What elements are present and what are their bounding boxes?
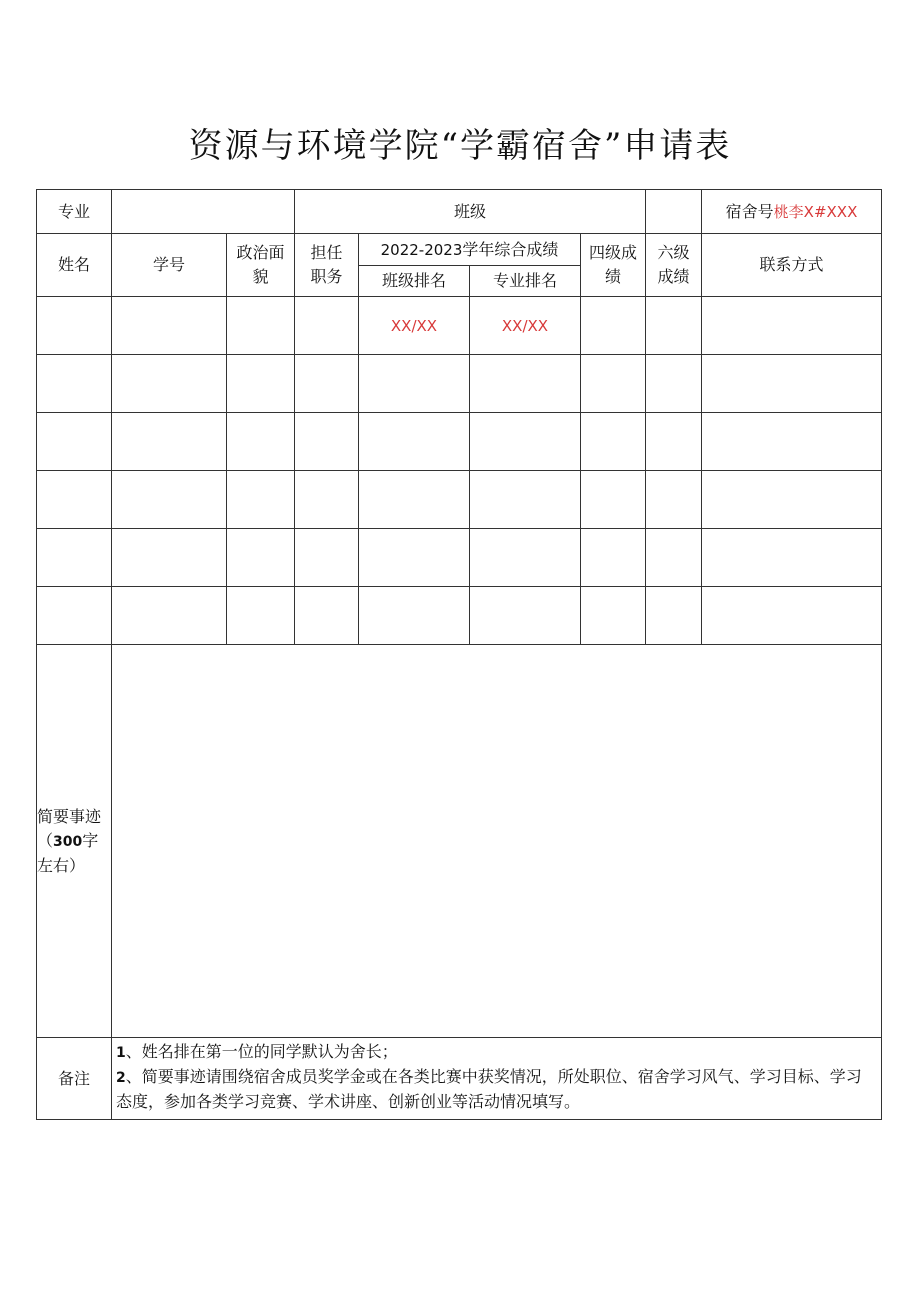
header-position xyxy=(295,234,359,297)
note-line-1: 1、姓名排在第一位的同学默认为舍长； xyxy=(116,1042,398,1061)
political-cell[interactable] xyxy=(227,355,295,413)
name-cell[interactable] xyxy=(37,471,112,529)
position-cell[interactable] xyxy=(295,529,359,587)
header-student-id: 学号 xyxy=(112,234,227,297)
cet6-cell[interactable] xyxy=(646,529,702,587)
name-cell[interactable] xyxy=(37,355,112,413)
application-form-table xyxy=(36,189,882,1120)
cet4-cell[interactable] xyxy=(581,413,646,471)
cet6-cell[interactable] xyxy=(646,587,702,645)
major-rank-cell[interactable] xyxy=(470,471,581,529)
political-cell[interactable] xyxy=(227,529,295,587)
dorm-value: 桃李X#XXX xyxy=(773,202,858,221)
class-rank-cell[interactable] xyxy=(359,413,470,471)
header-cet6 xyxy=(646,234,702,297)
political-cell[interactable] xyxy=(227,471,295,529)
header-cet6-line1: 六级 xyxy=(657,243,690,262)
table-row xyxy=(37,355,882,413)
student-id-cell[interactable] xyxy=(112,297,227,355)
name-cell[interactable] xyxy=(37,587,112,645)
deeds-label xyxy=(37,645,112,1038)
table-row xyxy=(37,587,882,645)
position-cell[interactable] xyxy=(295,297,359,355)
header-cet4-line2: 绩 xyxy=(605,267,622,286)
major-rank-cell[interactable] xyxy=(470,529,581,587)
deeds-label-char: 字 xyxy=(82,830,99,850)
major-rank-cell[interactable]: XX/XX xyxy=(470,297,581,355)
major-rank-cell[interactable] xyxy=(470,355,581,413)
header-cet4 xyxy=(581,234,646,297)
contact-cell[interactable] xyxy=(702,471,882,529)
deeds-label-count: 300 xyxy=(53,833,83,850)
header-class-rank: 班级排名 xyxy=(359,266,470,297)
position-cell[interactable] xyxy=(295,413,359,471)
cet4-cell[interactable] xyxy=(581,587,646,645)
student-id-cell[interactable] xyxy=(112,529,227,587)
class-field[interactable] xyxy=(646,190,702,234)
deeds-row xyxy=(37,645,882,1038)
major-label: 专业 xyxy=(37,190,112,234)
contact-cell[interactable] xyxy=(702,587,882,645)
notes-content xyxy=(112,1038,882,1120)
contact-cell[interactable] xyxy=(702,529,882,587)
header-score-title: 学年综合成绩 xyxy=(462,239,559,259)
header-political-line1: 政治面 xyxy=(236,243,285,262)
position-cell[interactable] xyxy=(295,471,359,529)
contact-cell[interactable] xyxy=(702,413,882,471)
header-cet6-line2: 成绩 xyxy=(657,267,690,286)
deeds-label-line3: 左右） xyxy=(37,855,86,875)
table-row xyxy=(37,471,882,529)
cet6-cell[interactable] xyxy=(646,297,702,355)
name-cell[interactable] xyxy=(37,297,112,355)
cet4-cell[interactable] xyxy=(581,297,646,355)
cet6-cell[interactable] xyxy=(646,413,702,471)
deeds-content-field[interactable] xyxy=(112,645,882,1038)
cet6-cell[interactable] xyxy=(646,355,702,413)
political-cell[interactable] xyxy=(227,297,295,355)
name-cell[interactable] xyxy=(37,413,112,471)
position-cell[interactable] xyxy=(295,355,359,413)
deeds-label-paren-open: （ xyxy=(37,830,54,850)
header-position-line1: 担任 xyxy=(310,243,343,262)
header-cet4-line1: 四级成 xyxy=(589,243,638,262)
header-political-line2: 貌 xyxy=(252,267,269,286)
cet4-cell[interactable] xyxy=(581,529,646,587)
contact-cell[interactable] xyxy=(702,297,882,355)
header-row-1 xyxy=(37,234,882,266)
note-line-2: 2、简要事迹请围绕宿舍成员奖学金或在各类比赛中获奖情况，所处职位、宿舍学习风气、学习目标、学习态度，参加各类学习竞赛、学术讲座、创新创业等活动情况填写。 xyxy=(116,1067,862,1111)
political-cell[interactable] xyxy=(227,587,295,645)
table-row xyxy=(37,529,882,587)
major-rank-cell[interactable] xyxy=(470,413,581,471)
table-row xyxy=(37,297,882,355)
cet6-cell[interactable] xyxy=(646,471,702,529)
class-label: 班级 xyxy=(295,190,646,234)
header-political xyxy=(227,234,295,297)
cet4-cell[interactable] xyxy=(581,471,646,529)
header-score-year: 2022-2023 xyxy=(380,240,463,259)
political-cell[interactable] xyxy=(227,413,295,471)
major-row xyxy=(37,190,882,234)
student-id-cell[interactable] xyxy=(112,587,227,645)
position-cell[interactable] xyxy=(295,587,359,645)
table-row xyxy=(37,413,882,471)
header-position-line2: 职务 xyxy=(310,267,343,286)
deeds-label-line1: 简要事迹 xyxy=(37,806,102,826)
header-major-rank: 专业排名 xyxy=(470,266,581,297)
class-rank-cell[interactable] xyxy=(359,529,470,587)
major-rank-cell[interactable] xyxy=(470,587,581,645)
contact-cell[interactable] xyxy=(702,355,882,413)
page-title: 资源与环境学院“学霸宿舍”申请表 xyxy=(188,126,732,166)
name-cell[interactable] xyxy=(37,529,112,587)
class-rank-cell[interactable] xyxy=(359,471,470,529)
notes-row xyxy=(37,1038,882,1120)
dorm-label: 宿舍号 xyxy=(725,201,774,221)
class-rank-cell[interactable] xyxy=(359,355,470,413)
cet4-cell[interactable] xyxy=(581,355,646,413)
header-name: 姓名 xyxy=(37,234,112,297)
class-rank-cell[interactable] xyxy=(359,587,470,645)
student-id-cell[interactable] xyxy=(112,413,227,471)
class-rank-cell[interactable]: XX/XX xyxy=(359,297,470,355)
student-id-cell[interactable] xyxy=(112,471,227,529)
header-contact: 联系方式 xyxy=(702,234,882,297)
dorm-cell[interactable] xyxy=(702,190,882,234)
student-id-cell[interactable] xyxy=(112,355,227,413)
notes-label: 备注 xyxy=(37,1038,112,1120)
header-score xyxy=(359,234,581,266)
major-field[interactable] xyxy=(112,190,295,234)
